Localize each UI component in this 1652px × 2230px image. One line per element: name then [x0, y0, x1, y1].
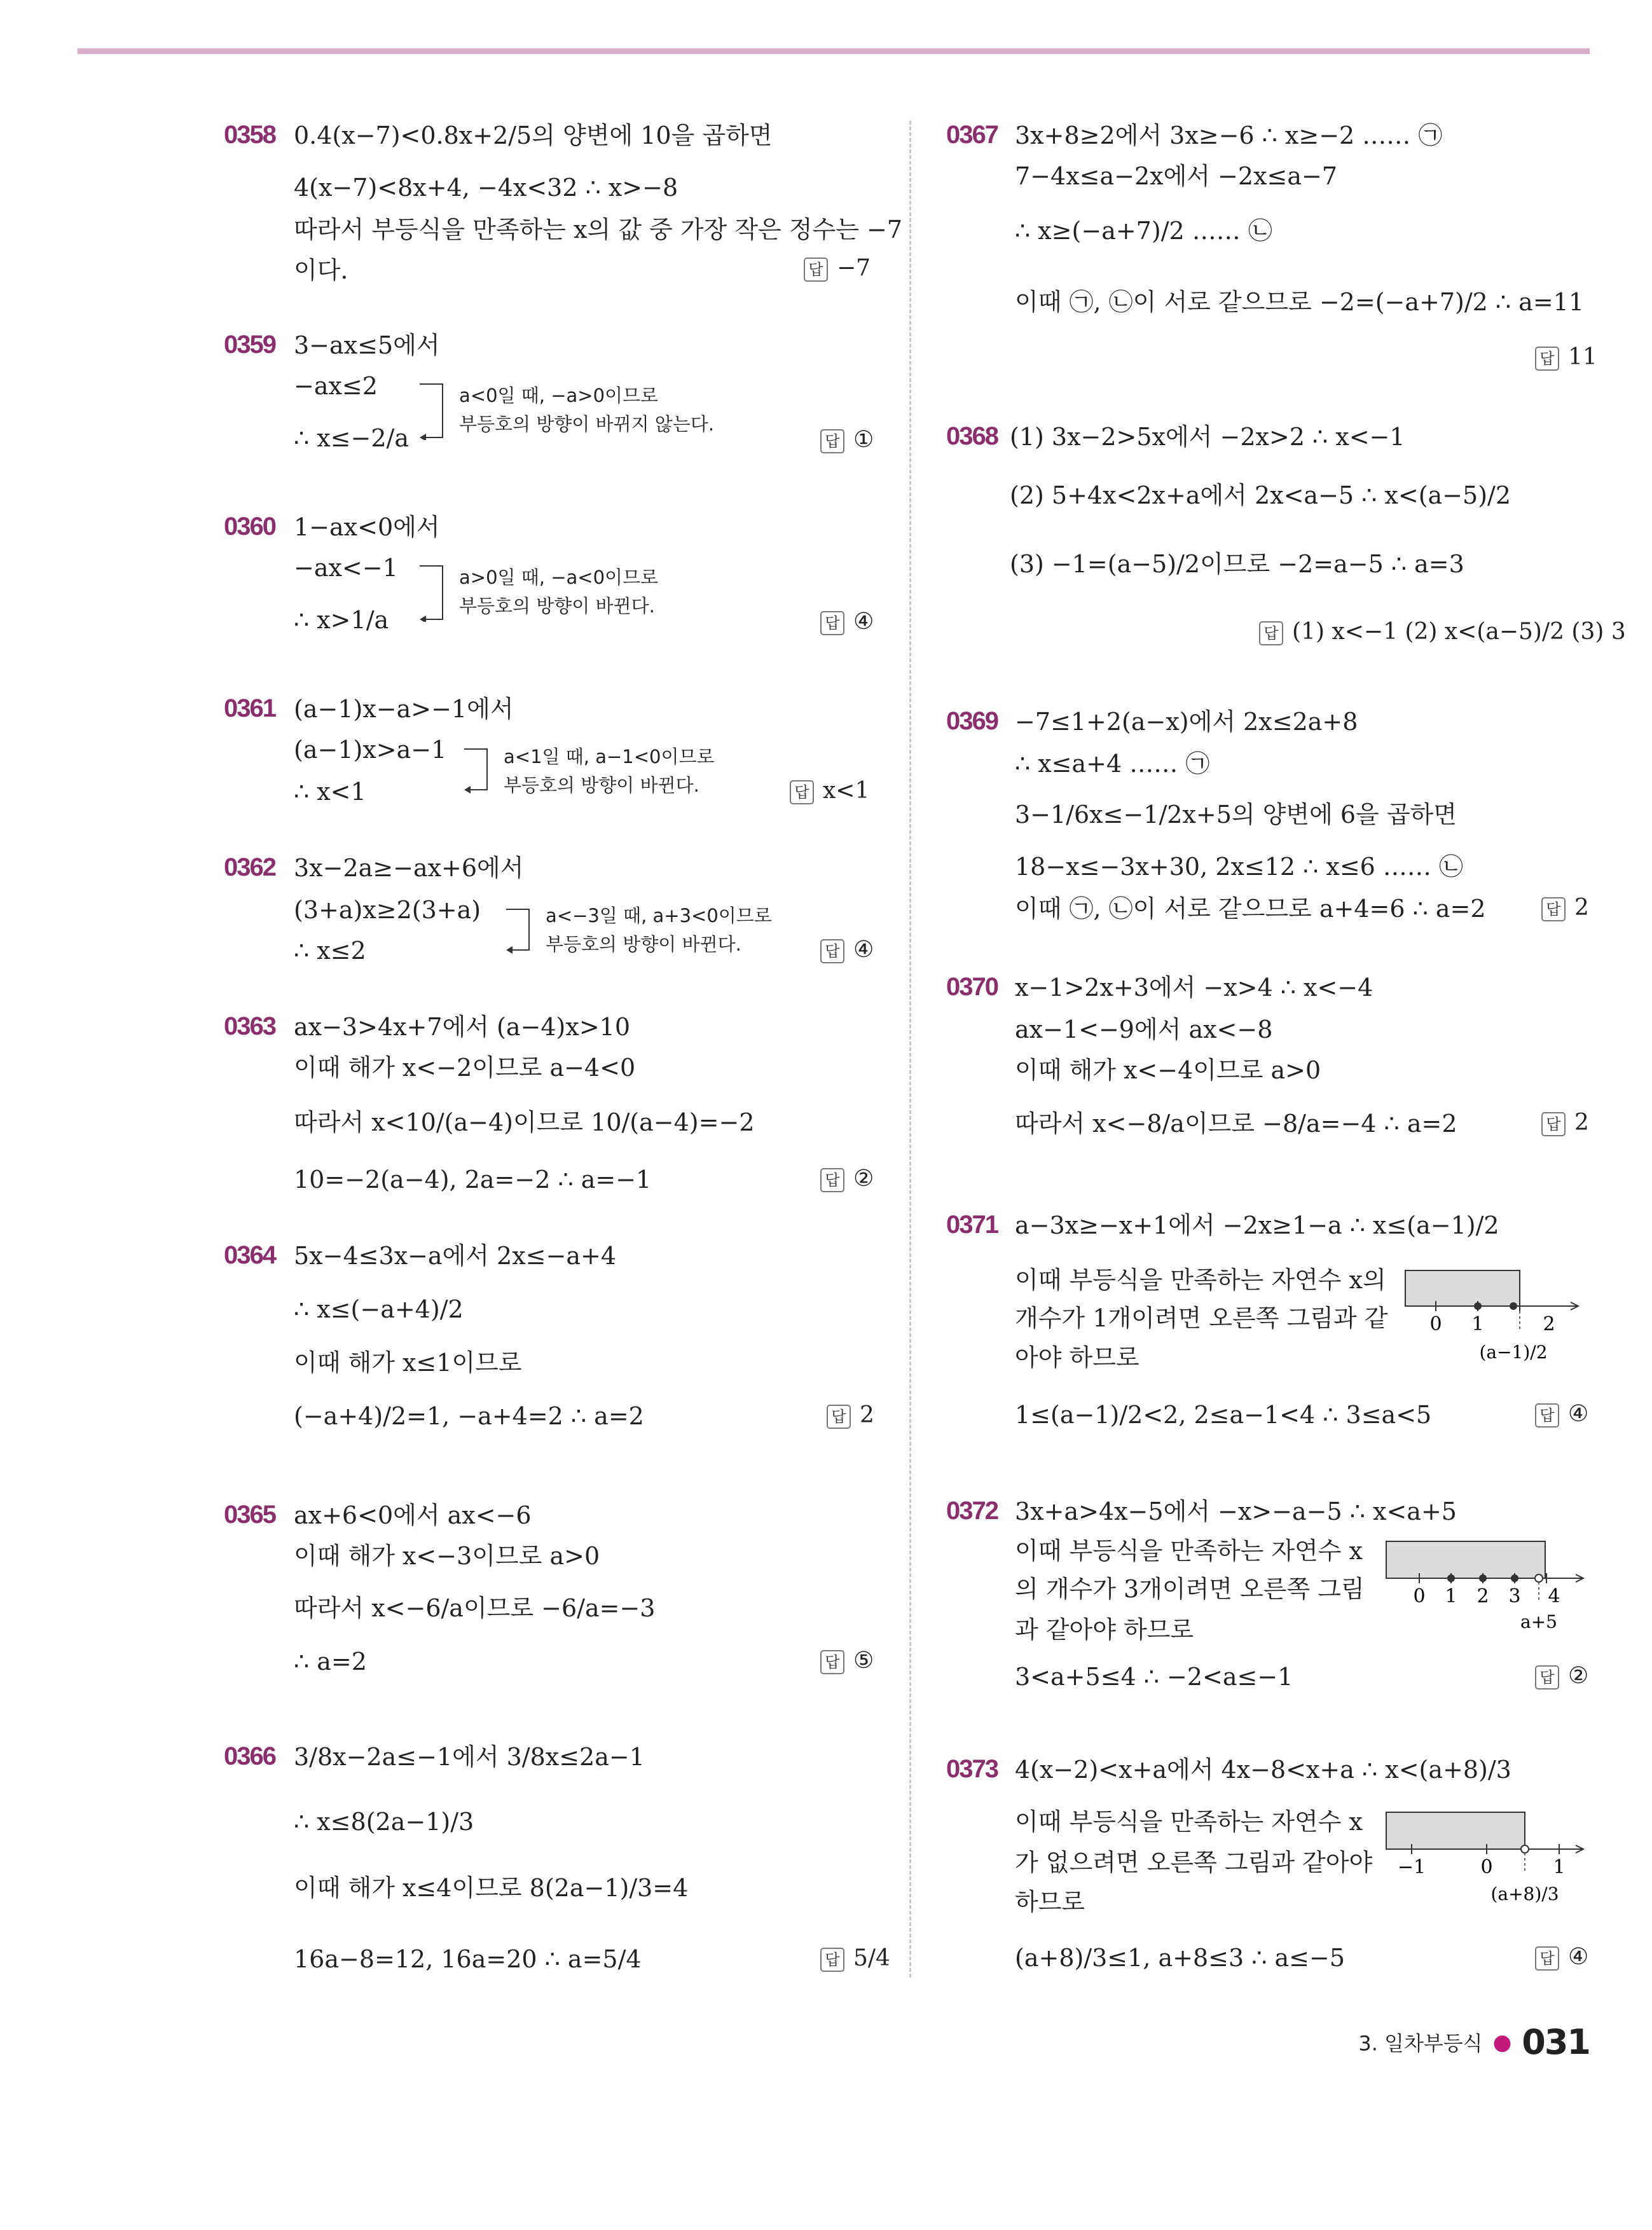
solution-line: ax−3>4x+7에서 (a−4)x>10 [294, 1013, 631, 1041]
answer-badge: 답 [790, 780, 814, 804]
answer [820, 429, 874, 453]
answer [827, 1404, 874, 1429]
note-line: 부등호의 방향이 바뀐다. [504, 774, 699, 796]
solution-line: 7−4x≤a−2x에서 −2x≤a−7 [1015, 162, 1338, 190]
answer [1541, 897, 1589, 921]
solution-line: 따라서 x<10/(a−4)이므로 10/(a−4)=−2 [294, 1108, 755, 1136]
note-line: 부등호의 방향이 바뀐다. [546, 933, 741, 955]
answer-value: ② [853, 1166, 874, 1192]
solution-line: ∴ x>1/a [294, 606, 389, 634]
answer [790, 780, 869, 804]
side-note [459, 382, 714, 439]
number-line-diagram [1399, 1265, 1583, 1373]
answer [1541, 1112, 1589, 1136]
side-note [504, 743, 715, 800]
problem-number: 0362 [224, 853, 275, 881]
answer-badge: 답 [1535, 1946, 1559, 1971]
answer-value: (1) x<−1 (2) x<(a−5)/2 (3) 3 [1292, 619, 1626, 645]
tick-label: 3 [1508, 1585, 1521, 1607]
note-line: a<0일 때, −a>0이므로 [459, 385, 659, 406]
solution-line: ∴ x≤8(2a−1)/3 [294, 1808, 474, 1836]
solution-line: 1−ax<0에서 [294, 513, 440, 541]
solution-line: (a−1)x−a>−1에서 [294, 695, 514, 723]
note-line: a<1일 때, a−1<0이므로 [504, 746, 715, 767]
bracket-arrow [420, 383, 458, 440]
solution-line: 따라서 x<−6/a이므로 −6/a=−3 [294, 1594, 656, 1622]
note-line: 부등호의 방향이 바뀌지 않는다. [459, 413, 715, 435]
solution-line: 이때 부등식을 만족하는 자연수 x의 [1015, 1266, 1386, 1294]
solution-line: (a+8)/3≤1, a+8≤3 ∴ a≤−5 [1015, 1944, 1346, 1972]
point-label: (a−1)/2 [1479, 1342, 1548, 1363]
solution-line: (2) 5+4x<2x+a에서 2x<a−5 ∴ x<(a−5)/2 [1010, 481, 1511, 509]
problem-number: 0366 [224, 1742, 275, 1770]
answer [820, 1947, 890, 1972]
solution-line: 가 없으려면 오른쪽 그림과 같아야 [1015, 1848, 1373, 1876]
side-note [546, 902, 772, 959]
answer-badge: 답 [1535, 1403, 1559, 1428]
answer-value: ④ [853, 937, 874, 963]
tick-label: 0 [1429, 1313, 1442, 1335]
problem-number: 0363 [224, 1012, 275, 1040]
solution-line: 이때 ㉠, ㉡이 서로 같으므로 −2=(−a+7)/2 ∴ a=11 [1015, 288, 1585, 316]
answer [820, 1649, 874, 1674]
solution-line: −ax<−1 [294, 554, 398, 582]
solution-line: −7≤1+2(a−x)에서 2x≤2a+8 [1015, 708, 1358, 736]
page-number: 031 [1522, 2022, 1590, 2062]
answer-value: −7 [837, 255, 871, 281]
solution-line: (a−1)x>a−1 [294, 736, 447, 764]
top-accent-bar [78, 48, 1590, 54]
solution-line: 이때 해가 x<−2이므로 a−4<0 [294, 1054, 636, 1082]
tick-label: 2 [1476, 1585, 1489, 1607]
problem-number: 0370 [946, 973, 998, 1001]
answer-value: 2 [1574, 1110, 1589, 1136]
solution-line: ax+6<0에서 ax<−6 [294, 1501, 532, 1529]
answer-value: ② [1568, 1663, 1589, 1689]
answer-badge: 답 [1259, 621, 1283, 645]
bracket-arrow [506, 908, 544, 955]
answer [820, 610, 874, 635]
answer-value: ⑤ [853, 1648, 874, 1674]
answer-badge: 답 [820, 1948, 844, 1972]
tick-label: 2 [1543, 1313, 1555, 1335]
problem-number: 0372 [946, 1497, 998, 1525]
solution-line: 이다. [294, 256, 348, 284]
answer [1535, 1403, 1588, 1428]
answer-badge: 답 [1541, 1112, 1566, 1136]
tick-label: 4 [1548, 1585, 1560, 1607]
solution-line: 4(x−2)<x+a에서 4x−8<x+a ∴ x<(a+8)/3 [1015, 1756, 1511, 1784]
page-footer [1358, 2022, 1590, 2062]
answer-badge: 답 [1541, 897, 1566, 921]
solution-line: 이때 부등식을 만족하는 자연수 x [1015, 1537, 1363, 1565]
answer [1535, 346, 1597, 371]
tick-label: 1 [1445, 1585, 1457, 1607]
answer-badge: 답 [820, 611, 844, 635]
solution-line: 의 개수가 3개이려면 오른쪽 그림 [1015, 1575, 1365, 1603]
answer-value: x<1 [823, 778, 870, 804]
solution-line: 3/8x−2a≤−1에서 3/8x≤2a−1 [294, 1743, 645, 1771]
side-note [459, 563, 658, 621]
answer-value: 5/4 [853, 1945, 890, 1971]
solution-line: 3x+8≥2에서 3x≥−6 ∴ x≥−2 …… ㉠ [1015, 121, 1443, 149]
answer-badge: 답 [820, 1168, 844, 1192]
answer-badge: 답 [827, 1405, 851, 1429]
problem-number: 0364 [224, 1241, 275, 1269]
solution-line: ∴ x≤(−a+4)/2 [294, 1295, 464, 1323]
bracket-arrow [464, 748, 502, 795]
problem-number: 0359 [224, 331, 275, 359]
problem-number: 0373 [946, 1755, 998, 1783]
answer-badge: 답 [1535, 347, 1559, 371]
problem-number: 0369 [946, 707, 998, 735]
solution-line: 이때 부등식을 만족하는 자연수 x [1015, 1808, 1363, 1836]
solution-line: 16a−8=12, 16a=20 ∴ a=5/4 [294, 1945, 642, 1973]
solution-line: (−a+4)/2=1, −a+4=2 ∴ a=2 [294, 1402, 644, 1430]
solution-line: 과 같아야 하므로 [1015, 1616, 1194, 1644]
tick-label: 1 [1553, 1856, 1566, 1878]
answer [1535, 1946, 1588, 1971]
solution-line: 이때 ㉠, ㉡이 서로 같으므로 a+4=6 ∴ a=2 [1015, 895, 1486, 923]
note-line: a>0일 때, −a<0이므로 [459, 567, 659, 588]
solution-line: 5x−4≤3x−a에서 2x≤−a+4 [294, 1242, 617, 1270]
solution-line: 이때 해가 x<−3이므로 a>0 [294, 1542, 600, 1570]
solution-line: a−3x≥−x+1에서 −2x≥1−a ∴ x≤(a−1)/2 [1015, 1211, 1499, 1239]
tick-label: 1 [1471, 1313, 1484, 1335]
solution-line: 이때 해가 x≤1이므로 [294, 1349, 522, 1377]
answer-value: ④ [1568, 1401, 1589, 1427]
solution-line: 3x+a>4x−5에서 −x>−a−5 ∴ x<a+5 [1015, 1497, 1457, 1525]
note-line: a<−3일 때, a+3<0이므로 [546, 905, 772, 926]
answer-value: ④ [853, 609, 874, 635]
solution-line: ∴ a=2 [294, 1648, 367, 1676]
point-label: a+5 [1520, 1611, 1557, 1632]
solution-line: 3−ax≤5에서 [294, 331, 440, 359]
solution-line: 10=−2(a−4), 2a=−2 ∴ a=−1 [294, 1166, 652, 1194]
solution-line: (3+a)x≥2(3+a) [294, 896, 481, 924]
section-title: 3. 일차부등식 [1358, 2031, 1483, 2056]
answer-badge: 답 [820, 429, 844, 453]
problem-number: 0360 [224, 513, 275, 540]
bracket-arrow [420, 565, 458, 622]
problem-number: 0361 [224, 694, 275, 722]
solution-line: 이때 해가 x≤4이므로 8(2a−1)/3=4 [294, 1874, 689, 1902]
solution-line: (3) −1=(a−5)/2이므로 −2=a−5 ∴ a=3 [1010, 550, 1464, 578]
solution-line: 3<a+5≤4 ∴ −2<a≤−1 [1015, 1663, 1293, 1691]
tick-label: 0 [1413, 1585, 1426, 1607]
solution-line: 1≤(a−1)/2<2, 2≤a−1<4 ∴ 3≤a<5 [1015, 1401, 1432, 1429]
solution-line: (1) 3x−2>5x에서 −2x>2 ∴ x<−1 [1010, 423, 1405, 451]
answer [1535, 1665, 1588, 1690]
answer [820, 1167, 874, 1192]
problem-number: 0365 [224, 1501, 275, 1529]
tick-label: −1 [1397, 1856, 1426, 1878]
solution-line: 4(x−7)<8x+4, −4x<32 ∴ x>−8 [294, 174, 678, 202]
answer [820, 939, 874, 963]
solution-line: ∴ x≥(−a+7)/2 …… ㉡ [1015, 217, 1272, 245]
tick-label: 0 [1480, 1856, 1493, 1878]
number-line-diagram [1380, 1805, 1590, 1919]
solution-line: 하므로 [1015, 1888, 1085, 1916]
point-label: (a+8)/3 [1490, 1883, 1559, 1904]
answer-value: ① [853, 427, 874, 453]
solution-line: 따라서 x<−8/a이므로 −8/a=−4 ∴ a=2 [1015, 1110, 1457, 1138]
answer-badge: 답 [1535, 1665, 1559, 1690]
problem-number: 0368 [946, 422, 998, 450]
solution-line: −ax≤2 [294, 372, 378, 400]
answer [1259, 621, 1626, 645]
number-line-diagram [1380, 1534, 1590, 1642]
solution-line: ∴ x≤a+4 …… ㉠ [1015, 750, 1210, 778]
answer-badge: 답 [820, 939, 844, 963]
answer-value: 2 [1574, 895, 1589, 921]
solution-line: 개수가 1개이려면 오른쪽 그림과 같 [1015, 1304, 1388, 1332]
solution-line: 아야 하므로 [1015, 1344, 1139, 1372]
answer [804, 257, 871, 282]
solution-line: x−1>2x+3에서 −x>4 ∴ x<−4 [1015, 974, 1373, 1001]
column-divider [909, 121, 911, 1978]
problem-number: 0367 [946, 121, 998, 149]
note-line: 부등호의 방향이 바뀐다. [459, 595, 655, 617]
solution-line: 이때 해가 x<−4이므로 a>0 [1015, 1056, 1321, 1084]
solution-line: 0.4(x−7)<0.8x+2/5의 양변에 10을 곱하면 [294, 121, 773, 149]
solution-line: 따라서 부등식을 만족하는 x의 값 중 가장 작은 정수는 −7 [294, 216, 903, 244]
solution-line: ∴ x≤2 [294, 937, 366, 965]
solution-line: ax−1<−9에서 ax<−8 [1015, 1015, 1273, 1043]
bullet-icon: ● [1492, 2029, 1512, 2055]
answer-badge: 답 [804, 258, 828, 282]
solution-line: 3x−2a≥−ax+6에서 [294, 854, 524, 882]
answer-value: ④ [1568, 1944, 1589, 1970]
answer-value: 11 [1568, 344, 1597, 370]
solution-line: ∴ x<1 [294, 778, 366, 806]
answer-badge: 답 [820, 1650, 844, 1674]
answer-value: 2 [860, 1402, 874, 1428]
problem-number: 0371 [946, 1211, 998, 1239]
solution-line: 3−1/6x≤−1/2x+5의 양변에 6을 곱하면 [1015, 801, 1457, 829]
solution-line: 18−x≤−3x+30, 2x≤12 ∴ x≤6 …… ㉡ [1015, 853, 1464, 881]
problem-number: 0358 [224, 121, 275, 149]
solution-line: ∴ x≤−2/a [294, 424, 410, 452]
